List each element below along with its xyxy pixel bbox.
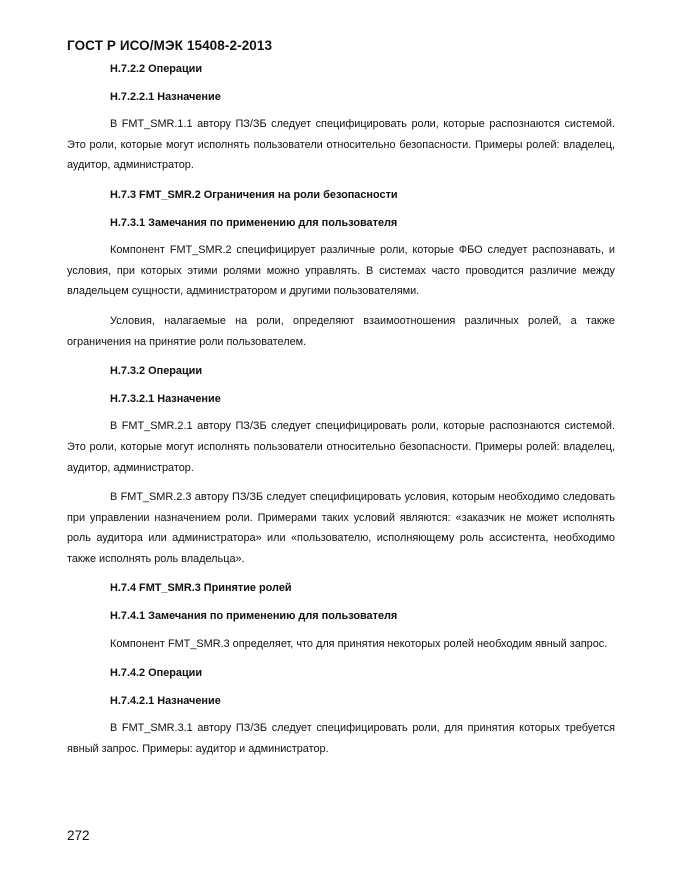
- paragraph: В FMT_SMR.2.3 автору ПЗ/ЗБ следует специфицировать условия, которым необходимо следовать при управлении назначением роли. Примерами таких условий являются: «заказчик не может исполнять роль аудитора или администратора» или «пользователю, исполняющему роль ассистента, необходимо также исполнять роль владельца».: [67, 491, 615, 565]
- paragraph: В FMT_SMR.2.1 автору ПЗ/ЗБ следует специфицировать роли, которые распознаются системой. Это роли, которые могут исполнять пользователи относительно безопасности. Примеры ролей: владелец, аудитор, администратор.: [67, 420, 615, 474]
- paragraph: В FMT_SMR.3.1 автору ПЗ/ЗБ следует специфицировать роли, для принятия которых требуется явный запрос. Примеры: аудитор и администратор.: [67, 722, 615, 756]
- section-heading: H.7.3 FMT_SMR.2 Ограничения на роли безопасности: [110, 188, 398, 201]
- paragraph: Компонент FMT_SMR.3 определяет, что для принятия некоторых ролей необходим явный запрос.: [110, 637, 608, 650]
- section-heading: H.7.3.1 Замечания по применению для пользователя: [110, 216, 398, 229]
- page-number: 272: [67, 828, 90, 843]
- section-heading: H.7.4 FMT_SMR.3 Принятие ролей: [110, 582, 292, 595]
- section-heading: H.7.2.2 Операции: [110, 63, 203, 75]
- document-header: ГОСТ Р ИСО/МЭК 15408-2-2013: [67, 38, 273, 53]
- section-heading: H.7.3.2.1 Назначение: [110, 392, 221, 405]
- paragraph: Условия, налагаемые на роли, определяют взаимоотношения различных ролей, а также ограничения на принятие роли пользователем.: [67, 314, 615, 348]
- paragraph: В FMT_SMR.1.1 автору ПЗ/ЗБ следует специфицировать роли, которые распознаются системой. Это роли, которые могут исполнять пользователи относительно безопасности. Примеры ролей: владелец, аудитор, администратор.: [67, 118, 615, 172]
- document-body: [67, 59, 615, 760]
- section-heading: H.7.2.2.1 Назначение: [110, 90, 221, 103]
- section-heading: H.7.4.2.1 Назначение: [110, 694, 221, 707]
- section-heading: H.7.3.2 Операции: [110, 365, 203, 378]
- section-heading: H.7.4.1 Замечания по применению для пользователя: [110, 610, 398, 623]
- section-heading: H.7.4.2 Операции: [110, 667, 203, 680]
- paragraph: Компонент FMT_SMR.2 специфицирует различные роли, которые ФБО следует распознавать, и условия, при которых этими ролями можно управлять. В системах часто проводится различие между владельцем сущности, администратором и другими пользователями.: [67, 244, 615, 298]
